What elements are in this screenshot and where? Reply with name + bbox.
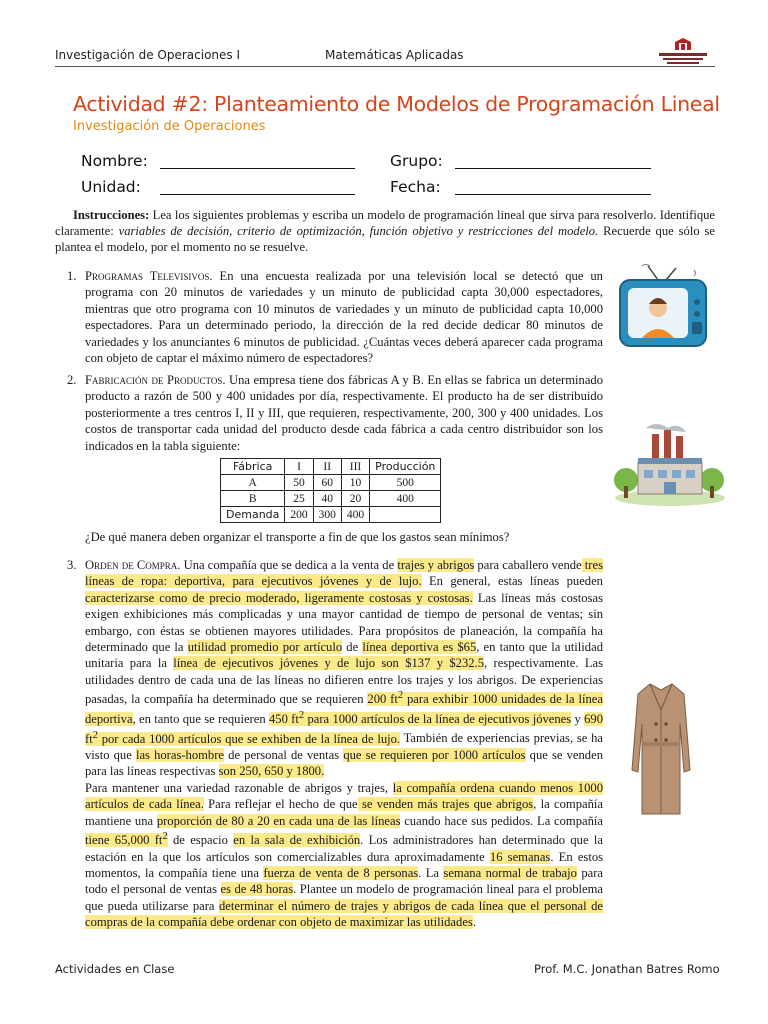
instructions-lead: Instrucciones: — [73, 208, 150, 222]
tv-illustration — [612, 262, 712, 352]
problem-1 — [55, 268, 603, 366]
problem-text: y — [571, 712, 585, 727]
highlight: proporción de 80 a 20 en cada una de las líneas — [156, 813, 401, 828]
highlight — [268, 709, 572, 727]
problem-text: Una empresa tiene dos fábricas A y B. En ellas se fabrica un determinado producto a razón de 500 y 400 unidades por día, respectivamente. El producto ha de ser distribuido posteriormente a tres centros I, II y III, que requieren, respectivamente, 200, 300 y 400 unidades. Los costos de transportar cada unidad del producto desde cada fábrica a cada centro distribuidor son los indicados en la tabla siguiente: — [85, 373, 603, 453]
problem-text: . — [472, 915, 476, 930]
highlight-text: por cada 1000 artículos que se exhiben de la línea de lujo. — [97, 731, 401, 746]
highlight-text: 690 ft — [85, 712, 604, 746]
unidad-label: Unidad: — [81, 178, 141, 196]
superscript: 2 — [92, 729, 98, 741]
table-header-cell: II — [313, 459, 341, 475]
grupo-label: Grupo: — [390, 152, 443, 170]
table-row — [221, 475, 441, 491]
table-cell: 300 — [313, 507, 341, 523]
fecha-line[interactable] — [455, 194, 651, 195]
problem-text: Las líneas más costosas exigen exhibiciones más complicadas y una mayor cantidad de tiempo de personal de ventas; sin embargo, con éstas se obtienen mayores utilidades. Para propósitos de planeación, la compañía ha determinado que la — [85, 590, 603, 655]
nombre-line[interactable] — [160, 168, 355, 169]
highlight-text: 450 ft — [268, 712, 299, 727]
table-cell: 40 — [313, 491, 341, 507]
table-cell: B — [221, 491, 285, 507]
highlight: línea de ejecutivos jóvenes y de lujo son $137 y $232.5 — [173, 656, 485, 671]
table-header-row — [221, 459, 441, 475]
highlight: semana normal de trabajo — [443, 866, 577, 881]
problem-text: para todo el personal de ventas — [85, 866, 603, 897]
problem-text: . Los administradores han determinado que la estación en la que los artículos son comercializables dura aproximadamente — [85, 833, 603, 864]
problem-2-question: ¿De qué manera deben organizar el transporte a fin de que los gastos sean mínimos? — [85, 530, 510, 544]
problem-text: . La — [418, 866, 444, 881]
problem-text: También de experiencias previas, se ha visto que — [85, 731, 603, 763]
table-cell: 25 — [285, 491, 313, 507]
header-rule — [55, 66, 715, 67]
table-row — [221, 507, 441, 523]
problem-text: de espacio — [167, 833, 234, 848]
highlight-text: 200 ft — [367, 692, 398, 707]
highlight-text: tiene 65,000 ft — [85, 833, 163, 848]
problem-text: de — [342, 640, 363, 655]
instructions-italic: variables de decisión, criterio de optimización, función objetivo y restricciones del modelo. — [118, 224, 599, 238]
highlight: determinar el número de trajes y abrigos de cada línea que el personal de compras de la compañía debe ordenar con objeto de maximizar las utilidades — [85, 898, 603, 930]
problem-text: . Plantee un modelo de programación lineal para el problema que pueda utilizarse para — [85, 882, 603, 913]
table-cell — [370, 507, 441, 523]
table-cell: 60 — [313, 475, 341, 491]
problem-text: , la compañía mantiene una — [85, 797, 603, 828]
fecha-label: Fecha: — [390, 178, 441, 196]
problem-text: , en tanto que la utilidad unitaria para la — [85, 640, 603, 671]
superscript: 2 — [162, 831, 168, 843]
problem-heading: Programas Televisivos. — [85, 269, 213, 283]
table-header-cell: III — [341, 459, 369, 475]
problem-2 — [55, 372, 603, 454]
highlight-text: para 1000 artículos de la línea de ejecutivos jóvenes — [304, 712, 572, 727]
highlight: utilidad promedio por artículo — [187, 640, 343, 655]
table-row — [221, 491, 441, 507]
instructions — [55, 207, 715, 255]
highlight: que se requieren por 1000 artículos — [343, 748, 526, 763]
table-cell: 10 — [341, 475, 369, 491]
footer-right: Prof. M.C. Jonathan Batres Romo — [534, 962, 720, 976]
nombre-label: Nombre: — [81, 152, 148, 170]
header-department: Matemáticas Aplicadas — [325, 48, 464, 62]
problem-text: , en tanto que se requieren — [132, 712, 269, 727]
table-cell: Demanda — [221, 507, 285, 523]
problem-text: Una compañía que se dedica a la venta de — [180, 558, 398, 572]
instructions-text-1: Lea los siguientes problemas y escriba un modelo de programación lineal que sirva para resolverlo. Identifique claramente: — [55, 208, 715, 238]
factory-illustration — [612, 418, 727, 508]
problem-text: cuando hace sus pedidos. La compañía — [400, 813, 603, 828]
highlight: fuerza de venta de 8 personas — [263, 866, 419, 881]
problem-text: En general, estas líneas pueden — [421, 574, 603, 589]
table-cell: 20 — [341, 491, 369, 507]
problem-number: 2. — [67, 373, 77, 387]
superscript: 2 — [397, 690, 404, 702]
highlight: tres líneas de ropa: deportiva, para ejecutivos jóvenes y de lujo. — [85, 558, 603, 589]
instructions-text-2: Recuerde que sólo se plantea el modelo, por el momento no se resuelve. — [55, 224, 715, 254]
highlight: en la sala de exhibición — [233, 833, 361, 848]
problem-text: En una encuesta realizada por una televisión local se detectó que un programa con 20 minutos de variedades y un minuto de publicidad capta 30,000 espectadores, mientras que otro programa con 10 minutos de variedades y un minuto de publicidad capta 10,000 espectadores. Para un determinado periodo, la dirección de la red decide dedicar 80 minutos de variedades y los anunciantes 6 minutos de publicidad. ¿Cuántas veces deberá aparecer cada programa con objeto de captar el máximo número de espectadores? — [85, 269, 603, 366]
header-course: Investigación de Operaciones I — [55, 48, 240, 62]
cost-table — [220, 458, 441, 523]
problem-text: Para mantener una variedad razonable de abrigos y trajes, — [85, 780, 393, 795]
table-cell: 50 — [285, 475, 313, 491]
highlight: caracterizarse como de precio moderado, ligeramente costosas y costosas. — [85, 590, 473, 605]
highlight: 16 semanas — [489, 849, 551, 864]
problem-text: para caballero vende — [474, 558, 582, 572]
table-cell: 400 — [370, 491, 441, 507]
problem-heading: Fabricación de Productos. — [85, 373, 226, 387]
problem-3 — [55, 557, 603, 931]
table-header-cell: Producción — [370, 459, 441, 475]
footer-left: Actividades en Clase — [55, 962, 175, 976]
highlight: se venden más trajes que abrigos — [357, 797, 534, 812]
problem-number: 1. — [67, 269, 77, 283]
problem-number: 3. — [67, 558, 77, 572]
problem-text: Para reflejar el hecho de que — [203, 797, 358, 812]
university-logo — [655, 38, 711, 68]
highlight-text: para exhibir 1000 unidades de la línea deportiva — [85, 692, 603, 727]
highlight: trajes y abrigos — [397, 558, 475, 572]
problem-text: que se venden para las líneas respectivas — [85, 748, 603, 779]
table-cell: 400 — [341, 507, 369, 523]
page-header — [55, 46, 715, 64]
page-title: Actividad #2: Planteamiento de Modelos de Programación Lineal — [73, 92, 720, 116]
highlight: la compañía ordena cuando menos 1000 artículos de cada línea. — [85, 780, 603, 812]
problem-text: . En estos momentos, la compañía tiene una — [85, 849, 604, 881]
grupo-line[interactable] — [455, 168, 651, 169]
table-cell: 200 — [285, 507, 313, 523]
problem-text: , respectivamente. Las utilidades dentro de cada una de las líneas no difieren entre los trajes y los abrigos. De experiencias pasadas, la compañía ha determinado que se requieren — [85, 656, 604, 707]
problem-text: de personal de ventas — [224, 748, 344, 763]
coat-illustration — [628, 680, 694, 820]
problem-heading: Orden de Compra. — [85, 558, 181, 572]
highlight: es de 48 horas — [220, 882, 294, 897]
highlight: son 250, 650 y 1800. — [218, 764, 325, 779]
page-subtitle: Investigación de Operaciones — [73, 119, 266, 134]
table-header-cell: I — [285, 459, 313, 475]
superscript: 2 — [298, 709, 305, 721]
table-cell: 500 — [370, 475, 441, 491]
highlight — [85, 833, 168, 847]
highlight: las horas-hombre — [135, 748, 225, 763]
highlight: línea deportiva es $65 — [362, 640, 477, 655]
table-cell: A — [221, 475, 285, 491]
table-header-cell: Fábrica — [221, 459, 285, 475]
unidad-line[interactable] — [160, 194, 355, 195]
